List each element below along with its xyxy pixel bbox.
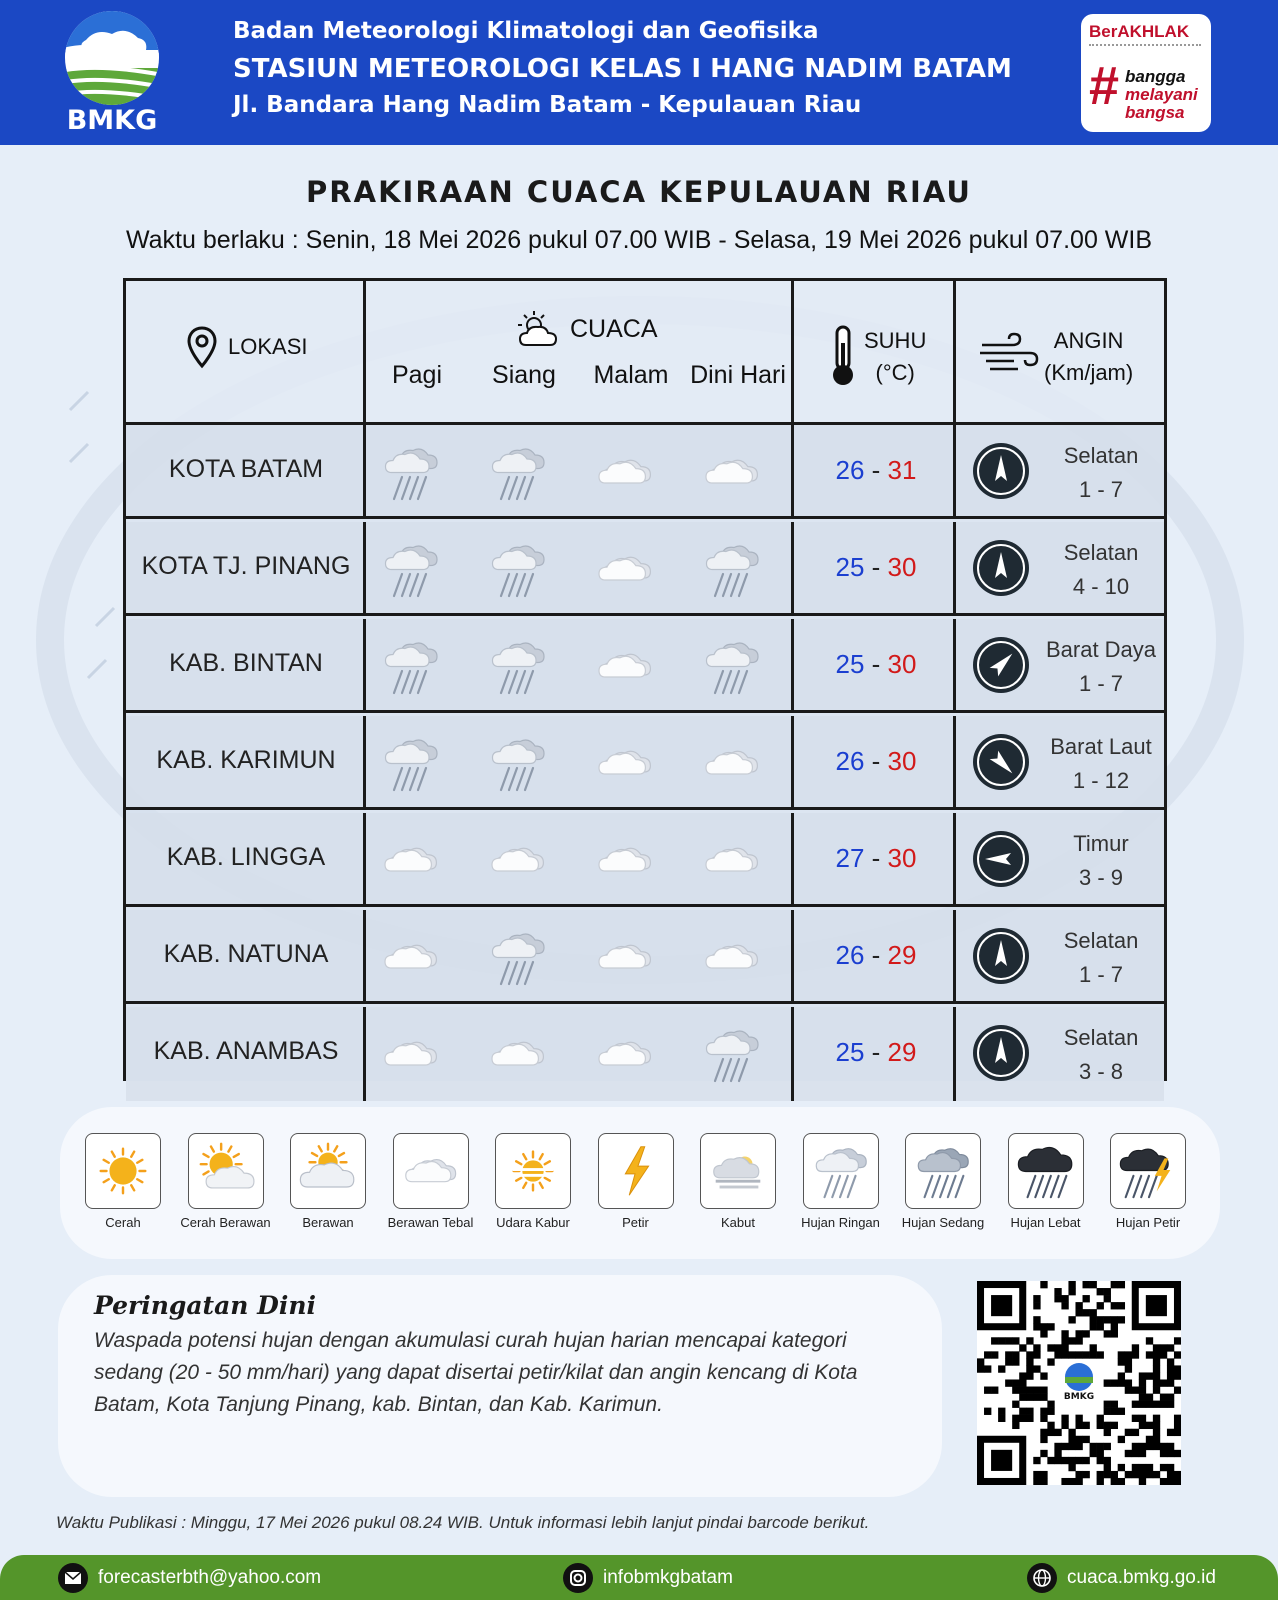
legend-label: Cerah Berawan bbox=[180, 1215, 271, 1230]
wind-header-label: ANGIN bbox=[1053, 328, 1124, 353]
footer-email[interactable] bbox=[58, 1563, 321, 1593]
station-address: Jl. Bandara Hang Nadim Batam - Kepulauan Riau bbox=[233, 92, 862, 118]
instagram-text: infobmkgbatam bbox=[603, 1567, 733, 1588]
legend-label: Udara Kabur bbox=[496, 1215, 570, 1230]
row-wind bbox=[1026, 633, 1176, 701]
temp-min: 27 bbox=[835, 843, 865, 873]
legend-item bbox=[791, 1133, 891, 1230]
row-wind bbox=[1026, 536, 1176, 604]
wind-speed: 1 - 7 bbox=[1078, 477, 1124, 502]
temp-separator: - bbox=[864, 1037, 888, 1067]
column-divider bbox=[953, 425, 956, 519]
column-divider bbox=[791, 522, 794, 616]
legend-item bbox=[893, 1133, 993, 1230]
publication-time: Waktu Publikasi : Minggu, 17 Mei 2026 pukul 08.24 WIB. Untuk informasi lebih lanjut pindai barcode berikut. bbox=[56, 1513, 870, 1532]
period-malam: Malam bbox=[593, 361, 669, 389]
temp-max: 30 bbox=[887, 746, 917, 776]
temp-separator: - bbox=[864, 843, 888, 873]
temp-separator: - bbox=[864, 552, 888, 582]
row-location: KOTA BATAM bbox=[168, 455, 324, 483]
instagram-icon bbox=[563, 1563, 593, 1593]
temperature-unit: (°C) bbox=[875, 360, 915, 385]
temp-min: 25 bbox=[835, 552, 865, 582]
row-temperature bbox=[826, 649, 926, 680]
legend-item bbox=[688, 1133, 788, 1230]
row-wind bbox=[1026, 827, 1176, 895]
hujan-ringan-icon bbox=[378, 730, 444, 796]
header bbox=[0, 0, 1278, 145]
wind-speed: 1 - 7 bbox=[1078, 962, 1124, 987]
compass-icon bbox=[971, 635, 1031, 695]
temperature-header-label: SUHU bbox=[864, 328, 927, 353]
table-row bbox=[126, 425, 1164, 519]
qr-logo-text: BMKG bbox=[1063, 1392, 1095, 1402]
temp-min: 26 bbox=[835, 746, 865, 776]
weather-header-label: CUACA bbox=[570, 314, 658, 343]
hujan-ringan-icon bbox=[485, 730, 551, 796]
berawan-tebal-icon bbox=[592, 439, 658, 505]
hujan-ringan-icon bbox=[699, 1021, 765, 1087]
table-row bbox=[126, 1007, 1164, 1101]
validity-period: Waktu berlaku : Senin, 18 Mei 2026 pukul 07.00 WIB - Selasa, 19 Mei 2026 pukul 07.00 WIB bbox=[125, 226, 1153, 254]
hujan-ringan-icon bbox=[485, 536, 551, 602]
row-temperature bbox=[826, 1037, 926, 1068]
berawan-tebal-icon bbox=[699, 439, 765, 505]
wind-speed: 1 - 12 bbox=[1072, 768, 1130, 793]
temperature-header bbox=[864, 325, 926, 389]
row-wind bbox=[1026, 730, 1176, 798]
legend-item bbox=[483, 1133, 583, 1230]
compass-icon bbox=[971, 1023, 1031, 1083]
agency-name: Badan Meteorologi Klimatologi dan Geofisika bbox=[233, 18, 819, 44]
qr-code[interactable] bbox=[977, 1281, 1181, 1485]
legend-label: Hujan Sedang bbox=[901, 1215, 985, 1230]
hujan-lebat-icon bbox=[1008, 1133, 1084, 1209]
badge-word: bangsa bbox=[1125, 103, 1185, 122]
legend-item bbox=[996, 1133, 1096, 1230]
berawan-tebal-icon bbox=[592, 730, 658, 796]
temp-separator: - bbox=[864, 649, 888, 679]
badge-hash: # bbox=[1089, 56, 1120, 116]
berawan-tebal-icon bbox=[378, 924, 444, 990]
column-divider bbox=[953, 522, 956, 616]
row-temperature bbox=[826, 746, 926, 777]
legend-item bbox=[1098, 1133, 1198, 1230]
hujan-ringan-icon bbox=[485, 633, 551, 699]
period-pagi: Pagi bbox=[391, 361, 443, 389]
legend-label: Berawan bbox=[302, 1215, 354, 1230]
row-temperature bbox=[826, 843, 926, 874]
compass-icon bbox=[971, 538, 1031, 598]
temp-min: 25 bbox=[835, 1037, 865, 1067]
hujan-ringan-icon bbox=[378, 439, 444, 505]
thermometer-icon bbox=[828, 325, 858, 387]
legend-label: Cerah bbox=[105, 1215, 141, 1230]
warning-text: Waspada potensi hujan dengan akumulasi curah hujan harian mencapai kategori sedang (20 - 50 mm/hari) yang dapat disertai petir/kilat dan angin kencang di Kota Batam, Kota Tanjung Pinang, kab. Bintan, dan Kab. Karimun. bbox=[94, 1329, 858, 1416]
column-divider bbox=[953, 910, 956, 1004]
website-text: cuaca.bmkg.go.id bbox=[1067, 1567, 1216, 1588]
hujan-sedang-icon bbox=[905, 1133, 981, 1209]
wind-unit: (Km/jam) bbox=[1044, 360, 1134, 385]
berawan-tebal-icon bbox=[699, 730, 765, 796]
wind-direction: Barat Daya bbox=[1045, 637, 1157, 662]
email-text: forecasterbth@yahoo.com bbox=[98, 1567, 322, 1588]
berawan-tebal-icon bbox=[699, 827, 765, 893]
legend-label: Berawan Tebal bbox=[387, 1215, 474, 1230]
legend-item bbox=[73, 1133, 173, 1230]
row-wind bbox=[1026, 1021, 1176, 1089]
column-divider bbox=[791, 619, 794, 713]
hujan-ringan-icon bbox=[485, 924, 551, 990]
cerah-berawan-icon bbox=[188, 1133, 264, 1209]
legend-label: Kabut bbox=[721, 1215, 755, 1230]
berawan-tebal-icon bbox=[699, 924, 765, 990]
hujan-ringan-icon bbox=[699, 536, 765, 602]
compass-icon bbox=[971, 732, 1031, 792]
hujan-ringan-icon bbox=[803, 1133, 879, 1209]
wind-header bbox=[1044, 325, 1133, 389]
temp-separator: - bbox=[864, 746, 888, 776]
wind-direction: Selatan bbox=[1063, 540, 1139, 565]
row-location: KAB. NATUNA bbox=[163, 940, 329, 968]
wind-direction: Selatan bbox=[1063, 443, 1139, 468]
hujan-ringan-icon bbox=[378, 633, 444, 699]
badge-title: BerAKHLAK bbox=[1089, 22, 1190, 41]
logo-text: BMKG bbox=[66, 105, 158, 136]
berawan-tebal-icon bbox=[378, 1021, 444, 1087]
row-temperature bbox=[826, 552, 926, 583]
legend-item bbox=[278, 1133, 378, 1230]
column-divider bbox=[953, 281, 956, 425]
period-siang: Siang bbox=[492, 361, 556, 389]
berawan-tebal-icon bbox=[485, 827, 551, 893]
wind-direction: Barat Laut bbox=[1050, 734, 1152, 759]
temp-max: 29 bbox=[887, 1037, 917, 1067]
weather-legend bbox=[60, 1107, 1220, 1259]
table-row bbox=[126, 619, 1164, 713]
column-divider bbox=[363, 281, 366, 425]
footer-instagram[interactable] bbox=[563, 1563, 733, 1593]
legend-label: Hujan Petir bbox=[1115, 1215, 1181, 1230]
compass-icon bbox=[971, 829, 1031, 889]
temp-max: 31 bbox=[887, 455, 917, 485]
row-location: KAB. KARIMUN bbox=[156, 746, 336, 774]
legend-label: Hujan Lebat bbox=[1010, 1215, 1081, 1230]
temp-max: 30 bbox=[887, 843, 917, 873]
table-header bbox=[126, 281, 1164, 425]
temp-min: 26 bbox=[835, 940, 865, 970]
column-divider bbox=[953, 716, 956, 810]
temp-max: 30 bbox=[887, 552, 917, 582]
row-wind bbox=[1026, 924, 1176, 992]
table-row bbox=[126, 910, 1164, 1004]
bmkg-logo bbox=[56, 10, 168, 138]
footer-website[interactable] bbox=[1027, 1563, 1216, 1593]
row-temperature bbox=[826, 940, 926, 971]
column-divider bbox=[791, 813, 794, 907]
wind-speed: 3 - 8 bbox=[1078, 1059, 1124, 1084]
temp-separator: - bbox=[864, 455, 888, 485]
legend-item bbox=[176, 1133, 276, 1230]
udara-kabur-icon bbox=[495, 1133, 571, 1209]
globe-icon bbox=[1027, 1563, 1057, 1593]
column-divider bbox=[791, 1007, 794, 1101]
compass-icon bbox=[971, 441, 1031, 501]
station-name: STASIUN METEOROLOGI KELAS I HANG NADIM BATAM bbox=[233, 54, 1012, 84]
column-divider bbox=[791, 425, 794, 519]
column-divider bbox=[791, 281, 794, 425]
early-warning-panel bbox=[58, 1275, 942, 1497]
location-header-label: LOKASI bbox=[228, 334, 308, 359]
hujan-ringan-icon bbox=[378, 536, 444, 602]
berawan-tebal-icon bbox=[592, 1021, 658, 1087]
hujan-ringan-icon bbox=[485, 439, 551, 505]
temp-min: 25 bbox=[835, 649, 865, 679]
column-divider bbox=[953, 619, 956, 713]
column-divider bbox=[953, 813, 956, 907]
compass-icon bbox=[971, 926, 1031, 986]
table-row bbox=[126, 813, 1164, 907]
legend-label: Petir bbox=[622, 1215, 649, 1230]
row-wind bbox=[1026, 439, 1176, 507]
sun-cloud-icon bbox=[516, 309, 560, 349]
berawan-icon bbox=[290, 1133, 366, 1209]
row-location: KAB. BINTAN bbox=[169, 649, 323, 677]
petir-icon bbox=[598, 1133, 674, 1209]
period-dini-hari: Dini Hari bbox=[690, 361, 786, 389]
page-title: PRAKIRAAN CUACA KEPULAUAN RIAU bbox=[306, 175, 972, 209]
wind-speed: 3 - 9 bbox=[1078, 865, 1124, 890]
row-location: KAB. LINGGA bbox=[166, 843, 326, 871]
wind-direction: Timur bbox=[1073, 831, 1129, 856]
berawan-tebal-icon bbox=[592, 924, 658, 990]
column-divider bbox=[791, 910, 794, 1004]
column-divider bbox=[791, 716, 794, 810]
legend-label: Hujan Ringan bbox=[801, 1215, 880, 1230]
badge-word: melayani bbox=[1125, 85, 1198, 104]
weather-header bbox=[516, 309, 658, 349]
temp-max: 29 bbox=[887, 940, 917, 970]
badge-word: bangga bbox=[1125, 67, 1186, 86]
forecast-table bbox=[123, 278, 1167, 1084]
warning-title: Peringatan Dini bbox=[94, 1291, 317, 1320]
cerah-icon bbox=[85, 1133, 161, 1209]
kabut-icon bbox=[700, 1133, 776, 1209]
legend-item bbox=[586, 1133, 686, 1230]
berawan-tebal-icon bbox=[592, 827, 658, 893]
wind-speed: 1 - 7 bbox=[1078, 671, 1124, 696]
wind-direction: Selatan bbox=[1063, 1025, 1139, 1050]
row-location: KAB. ANAMBAS bbox=[153, 1037, 339, 1065]
hujan-ringan-icon bbox=[699, 633, 765, 699]
column-divider bbox=[953, 1007, 956, 1101]
badge-divider bbox=[1089, 44, 1201, 52]
table-row bbox=[126, 716, 1164, 810]
badge-slogan bbox=[1125, 68, 1198, 122]
row-location: KOTA TJ. PINANG bbox=[141, 552, 351, 580]
berawan-tebal-icon bbox=[378, 827, 444, 893]
temp-max: 30 bbox=[887, 649, 917, 679]
temp-separator: - bbox=[864, 940, 888, 970]
location-pin-icon bbox=[186, 325, 218, 369]
berawan-tebal-icon bbox=[592, 633, 658, 699]
hujan-petir-icon bbox=[1110, 1133, 1186, 1209]
table-row bbox=[126, 522, 1164, 616]
berakhlak-badge bbox=[1081, 14, 1211, 132]
wind-direction: Selatan bbox=[1063, 928, 1139, 953]
footer bbox=[0, 1555, 1278, 1600]
wind-icon bbox=[978, 331, 1040, 373]
location-header bbox=[186, 325, 307, 369]
berawan-tebal-icon bbox=[592, 536, 658, 602]
berawan-tebal-icon bbox=[393, 1133, 469, 1209]
berawan-tebal-icon bbox=[485, 1021, 551, 1087]
wind-speed: 4 - 10 bbox=[1072, 574, 1130, 599]
temp-min: 26 bbox=[835, 455, 865, 485]
row-temperature bbox=[826, 455, 926, 486]
legend-item bbox=[381, 1133, 481, 1230]
mail-icon bbox=[58, 1563, 88, 1593]
